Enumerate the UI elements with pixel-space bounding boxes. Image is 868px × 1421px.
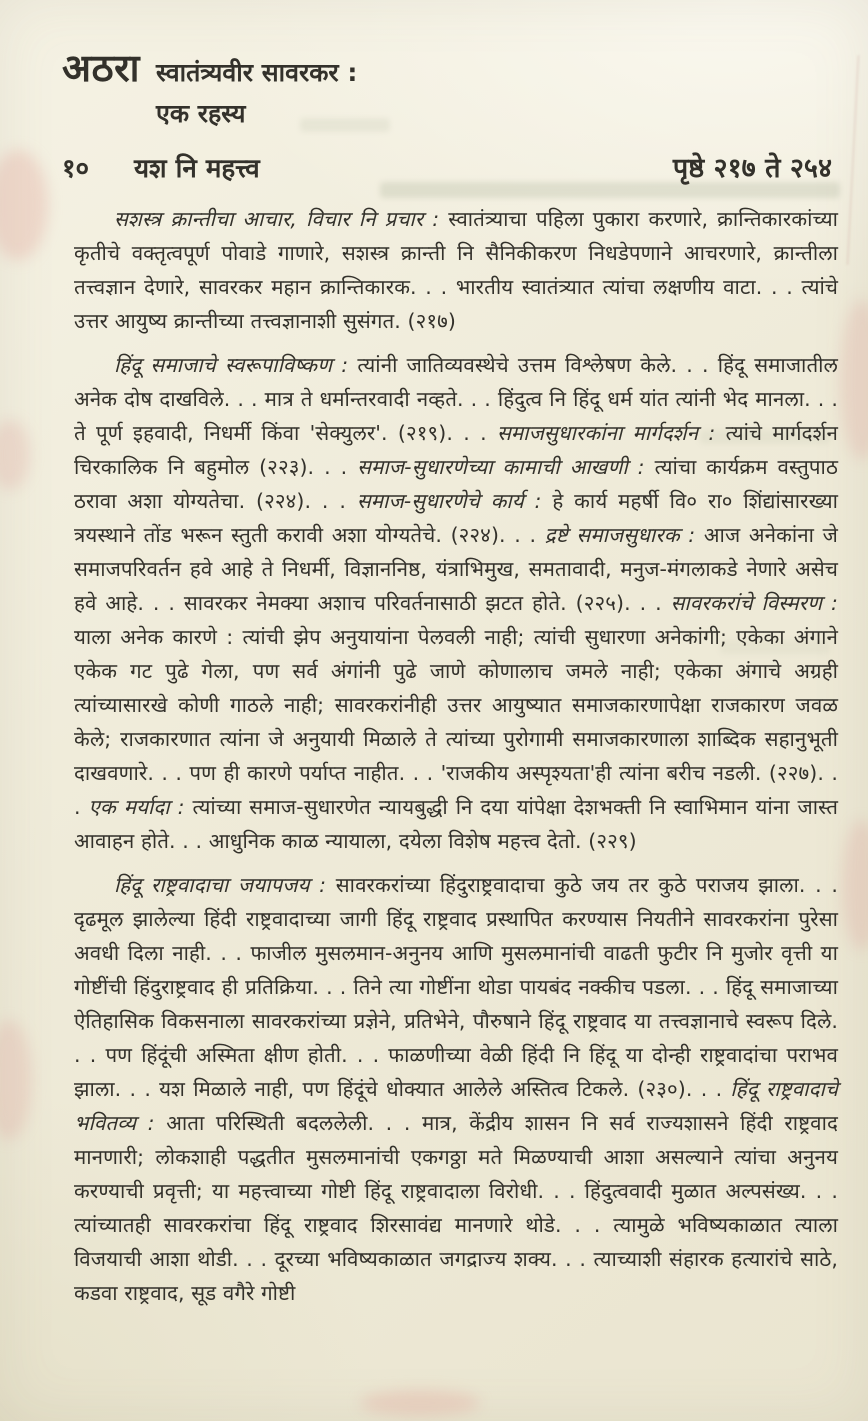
chapter-header (62, 48, 357, 135)
entry-heading: समाज-सुधारणेच्या कामाची आखणी : (357, 455, 655, 479)
bleed-through-mark (0, 150, 48, 260)
entry-heading: द्रष्टे समाजसुधारक : (544, 523, 704, 547)
entry-heading: सशस्त्र क्रान्तीचा आचार, विचार नि प्रचार : (114, 207, 449, 231)
bleed-through-mark (0, 420, 30, 490)
paragraph (74, 348, 838, 858)
section-heading-row (62, 148, 832, 185)
page-range: पृष्ठे २१७ ते २५४ (672, 153, 832, 184)
bleed-through-mark (360, 1390, 480, 1416)
entry-text: आता परिस्थिती बदललेली. . . मात्र, केंद्रीय शासन नि सर्व राज्यशासने हिंदी राष्ट्रवाद मानणारी; लोकशाही पद्धतीत मुसलमानांची एकगठ्ठा मते मिळण्याची आशा असल्याने त्यांचा अनुनय करण्याची प्रवृत्ती; या महत्त्वाच्या गोष्टी हिंदू राष्ट्रवादाला विरोधी. . . हिंदुत्ववादी मुळात अल्पसंख्य. . . त्यांच्यातही सावरकरांचा हिंदू राष्ट्रवाद शिरसावंद्य मानणारे थोडे. . . त्यामुळे भविष्यकाळात त्याला विजयाची आशा थोडी. . . दूरच्या भविष्यकाळात जगद्राज्य शक्य. . . त्याच्याशी संहारक हत्यारांचे साठे, कडवा राष्ट्रवाद, सूड वगैरे गोष्टी (74, 1111, 838, 1305)
entry-heading: हिंदू राष्ट्रवादाचे भवितव्य : (74, 1077, 838, 1135)
bleed-through-mark (840, 300, 868, 460)
book-title-line2: एक रहस्य (156, 99, 246, 129)
bleed-through-mark (0, 1020, 32, 1140)
entry-heading: समाज-सुधारणेचे कार्य : (356, 489, 553, 513)
entry-heading: एक मर्यादा : (88, 795, 193, 819)
entry-heading: समाजसुधारकांना मार्गदर्शन : (496, 421, 726, 445)
chapter-number-word: अठरा (62, 46, 140, 90)
book-title (156, 48, 357, 135)
entry-heading: हिंदू राष्ट्रवादाचा जयापजय : (114, 873, 336, 897)
entry-text: सावरकरांच्या हिंदुराष्ट्रवादाचा कुठे जय तर कुठे पराजय झाला. . . दृढमूल झालेल्या हिंदी राष्ट्रवादाच्या जागी हिंदू राष्ट्रवाद प्रस्थापित करण्यास नियतीने सावरकरांना पुरेसा अवधी दिला नाही. . . फाजील मुसलमान-अनुनय आणि मुसलमानांची वाढती फुटीर नि मुजोर वृत्ती या गोष्टींची हिंदुराष्ट्रवाद ही प्रतिक्रिया. . . तिने त्या गोष्टींना थोडा पायबंद नक्कीच पडला. . . हिंदू समाजाच्या ऐतिहासिक विकसनाला सावरकरांच्या प्रज्ञेने, प्रतिभेने, पौरुषाने हिंदू राष्ट्रवाद या तत्त्वज्ञानाचे स्वरूप दिले. . . पण हिंदूंची अस्मिता क्षीण होती. . . फाळणीच्या वेळी हिंदी नि हिंदू या दोन्ही राष्ट्रवादांचा पराभव झाला. . . यश मिळाले नाही, पण हिंदूंचे धोक्यात आलेले अस्तित्व टिकले. (२३०). . . (74, 873, 838, 1101)
entry-text: त्यांच्या समाज-सुधारणेत न्यायबुद्धी नि दया यांपेक्षा देशभक्ती नि स्वाभिमान यांना जास्त आवाहन होते. . . आधुनिक काळ न्यायाला, दयेला विशेष महत्त्व देतो. (२२९) (74, 795, 839, 853)
entry-text: आज अनेकांना जे समाजपरिवर्तन हवे आहे ते निधर्मी, विज्ञाननिष्ठ, यंत्राभिमुख, समतावादी, मनुज-मंगलाकडे नेणारे असेच हवे आहे. . . सावरकर नेमक्या अशाच परिवर्तनासाठी झटत होते. (२२५). . . (74, 523, 838, 615)
entry-text: स्वातंत्र्याचा पहिला पुकारा करणारे, क्रान्तिकारकांच्या कृतीचे वक्तृत्वपूर्ण पोवाडे गाणारे, सशस्त्र क्रान्ती नि सैनिकीकरण निधडेपणाने आचरणारे, क्रान्तीला तत्त्वज्ञान देणारे, सावरकर महान क्रान्तिकारक. . . भारतीय स्वातंत्र्यात त्यांचा लक्षणीय वाटा. . . त्यांचे उत्तर आयुष्य क्रान्तीच्या तत्त्वज्ञानाशी सुसंगत. (२१७) (74, 207, 838, 333)
entry-text: त्यांचा कार्यक्रम वस्तुपाठ ठरावा अशा योग्यतेचा. (२२४). . . (74, 455, 838, 513)
entry-text: त्यांचे मार्गदर्शन चिरकालिक नि बहुमोल (२२३). . . (74, 421, 839, 479)
entry-text: हे कार्य महर्षी वि० रा० शिंद्यांसारख्या त्रयस्थाने तोंड भरून स्तुती करावी अशा योग्यतेचे. (२२४). . . (74, 489, 839, 547)
paragraph (74, 202, 838, 338)
body-text (74, 202, 838, 1320)
book-title-line1: स्वातंत्र्यवीर सावरकर : (156, 58, 358, 87)
entry-heading: हिंदू समाजाचे स्वरूपाविष्कण : (114, 353, 358, 377)
section-title: यश नि महत्त्व (134, 154, 260, 184)
entry-text: याला अनेक कारणे : त्यांची झेप अनुयायांना पेलवली नाही; त्यांची सुधारणा अनेकांगी; एकेका अंगाने एकेक गट पुढे गेला, पण सर्व अंगांनी पुढे जाणे कोणालाच जमले नाही; एकेका अंगाचे अग्रही त्यांच्यासारखे कोणी गाठले नाही; सावरकरांनीही उत्तर आयुष्यात समाजकारणापेक्षा राजकारण जवळ केले; राजकारणात त्यांना जे अनुयायी मिळाले ते त्यांच्या पुरोगामी समाजकारणाला शाब्दिक सहानुभूती दाखवणारे. . . पण ही कारणे पर्याप्त नाहीत. . . 'राजकीय अस्पृश्यता'ही त्यांना बरीच नडली. (२२७). . . (74, 625, 838, 819)
section-number: १० (62, 154, 90, 184)
entry-text: त्यांनी जातिव्यवस्थेचे उत्तम विश्लेषण केले. . . हिंदू समाजातील अनेक दोष दाखविले. . . मात्र ते धर्मान्तरवादी नव्हते. . . हिंदुत्व नि हिंदू धर्म यांत त्यांनी भेद मानला. . . ते पूर्ण इहवादी, निधर्मी किंवा 'सेक्युलर'. (२१९). . . (74, 353, 838, 445)
page-edge-crease (847, 55, 860, 265)
paragraph (74, 868, 838, 1310)
entry-heading: सावरकरांचे विस्मरण : (670, 591, 838, 615)
bleed-through-mark (842, 820, 868, 950)
